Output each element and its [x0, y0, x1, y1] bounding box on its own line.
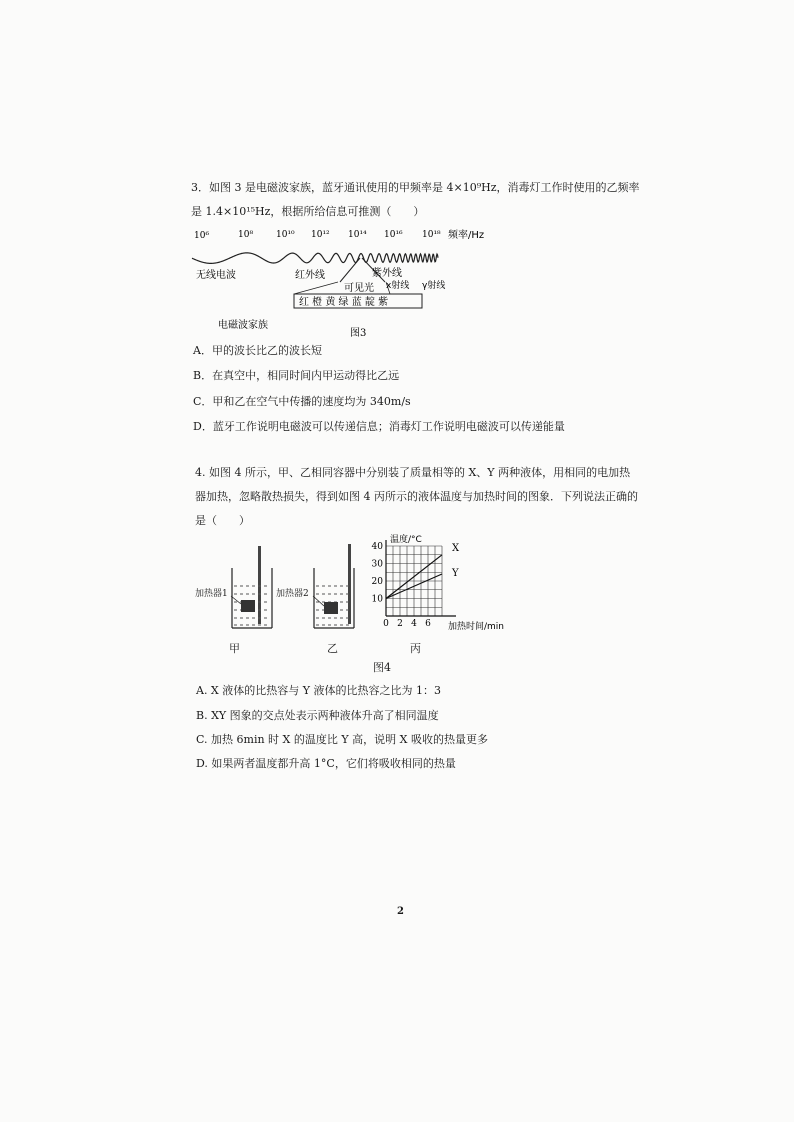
q4-stem-line1: 4. 如图 4 所示，甲、乙相同容器中分别装了质量相等的 X、Y 两种液体，用相同的电加热 — [195, 466, 631, 479]
freq-axis-label: 频率/Hz — [448, 230, 485, 241]
heater-block — [241, 600, 255, 612]
x-axis-label: 加热时间/min — [448, 622, 505, 632]
freq-tick: 10⁸ — [238, 230, 254, 240]
y-tick-label: 40 — [371, 542, 383, 552]
q3-option-c: C．甲和乙在空气中传播的速度均为 340m/s — [193, 395, 411, 408]
x-tick-label: 0 — [383, 619, 389, 629]
q4-option-a: A. X 液体的比热容与 Y 液体的比热容之比为 1：3 — [196, 684, 442, 697]
q3-option-a: A．甲的波长比乙的波长短 — [193, 344, 322, 357]
freq-tick: 10⁶ — [194, 231, 210, 241]
x-tick-label: 4 — [411, 619, 417, 629]
q3-option-b: B．在真空中，相同时间内甲运动得比乙远 — [193, 369, 400, 382]
freq-tick: 10¹⁸ — [422, 230, 441, 240]
series-label: Y — [452, 568, 459, 579]
label-yi: 乙 — [327, 642, 338, 655]
q4-stem-line3: 是（ ） — [195, 514, 250, 527]
label-radio: 无线电波 — [196, 270, 236, 281]
q4-option-d: D. 如果两者温度都升高 1°C，它们将吸收相同的热量 — [196, 757, 456, 770]
wave-line — [192, 253, 438, 264]
y-tick-label: 10 — [371, 594, 383, 605]
fig4-caption: 图4 — [373, 661, 391, 674]
label-gamma: γ射线 — [422, 281, 446, 291]
q3-stem-line1: 3．如图 3 是电磁波家族，蓝牙通讯使用的甲频率是 4×10⁹Hz，消毒灯工作时使用的乙频率 — [191, 181, 640, 194]
em-spectrum-figure — [190, 225, 510, 340]
q3-stem-line2: 是 1.4×10¹⁵Hz，根据所给信息可推测（ ） — [191, 205, 425, 218]
y-tick-label: 30 — [371, 559, 383, 570]
visible-funnel-l2 — [294, 282, 338, 294]
heater-block — [324, 602, 338, 614]
fig3-caption: 图3 — [350, 328, 367, 339]
freq-tick: 10¹² — [311, 230, 330, 240]
temperature-chart — [362, 534, 522, 640]
series-label: X — [452, 542, 460, 554]
y-tick-label: 20 — [371, 577, 383, 587]
visible-colors: 红 橙 黄 绿 蓝 靛 紫 — [299, 297, 389, 308]
label-ultraviolet: 紫外线 — [372, 268, 402, 279]
y-axis-label: 温度/°C — [390, 535, 422, 545]
q3-option-d: D．蓝牙工作说明电磁波可以传递信息；消毒灯工作说明电磁波可以传递能量 — [193, 420, 565, 433]
label-visible: 可见光 — [344, 283, 374, 294]
label-bing: 丙 — [410, 642, 421, 655]
label-xray: x射线 — [386, 281, 410, 291]
x-tick-label: 6 — [425, 619, 431, 629]
label-jia: 甲 — [229, 642, 240, 655]
freq-tick: 10¹⁶ — [384, 230, 403, 240]
q4-option-c: C. 加热 6min 时 X 的温度比 Y 高，说明 X 吸收的热量更多 — [196, 733, 488, 746]
thermometer — [348, 544, 351, 624]
freq-tick: 10¹⁴ — [348, 230, 367, 240]
freq-tick: 10¹⁰ — [276, 230, 295, 240]
x-tick-label: 2 — [397, 619, 403, 629]
family-label: 电磁波家族 — [218, 320, 268, 331]
label-infrared: 红外线 — [295, 270, 325, 281]
q4-option-b: B. XY 图象的交点处表示两种液体升高了相同温度 — [196, 709, 439, 722]
thermometer — [258, 546, 261, 624]
heater2-label: 加热器2 — [276, 589, 309, 599]
heater1-label: 加热器1 — [195, 589, 228, 599]
page-number: 2 — [397, 906, 404, 917]
q4-stem-line2: 器加热，忽略散热损失，得到如图 4 丙所示的液体温度与加热时间的图象．下列说法正确的 — [195, 490, 638, 503]
visible-funnel-left — [340, 258, 360, 282]
